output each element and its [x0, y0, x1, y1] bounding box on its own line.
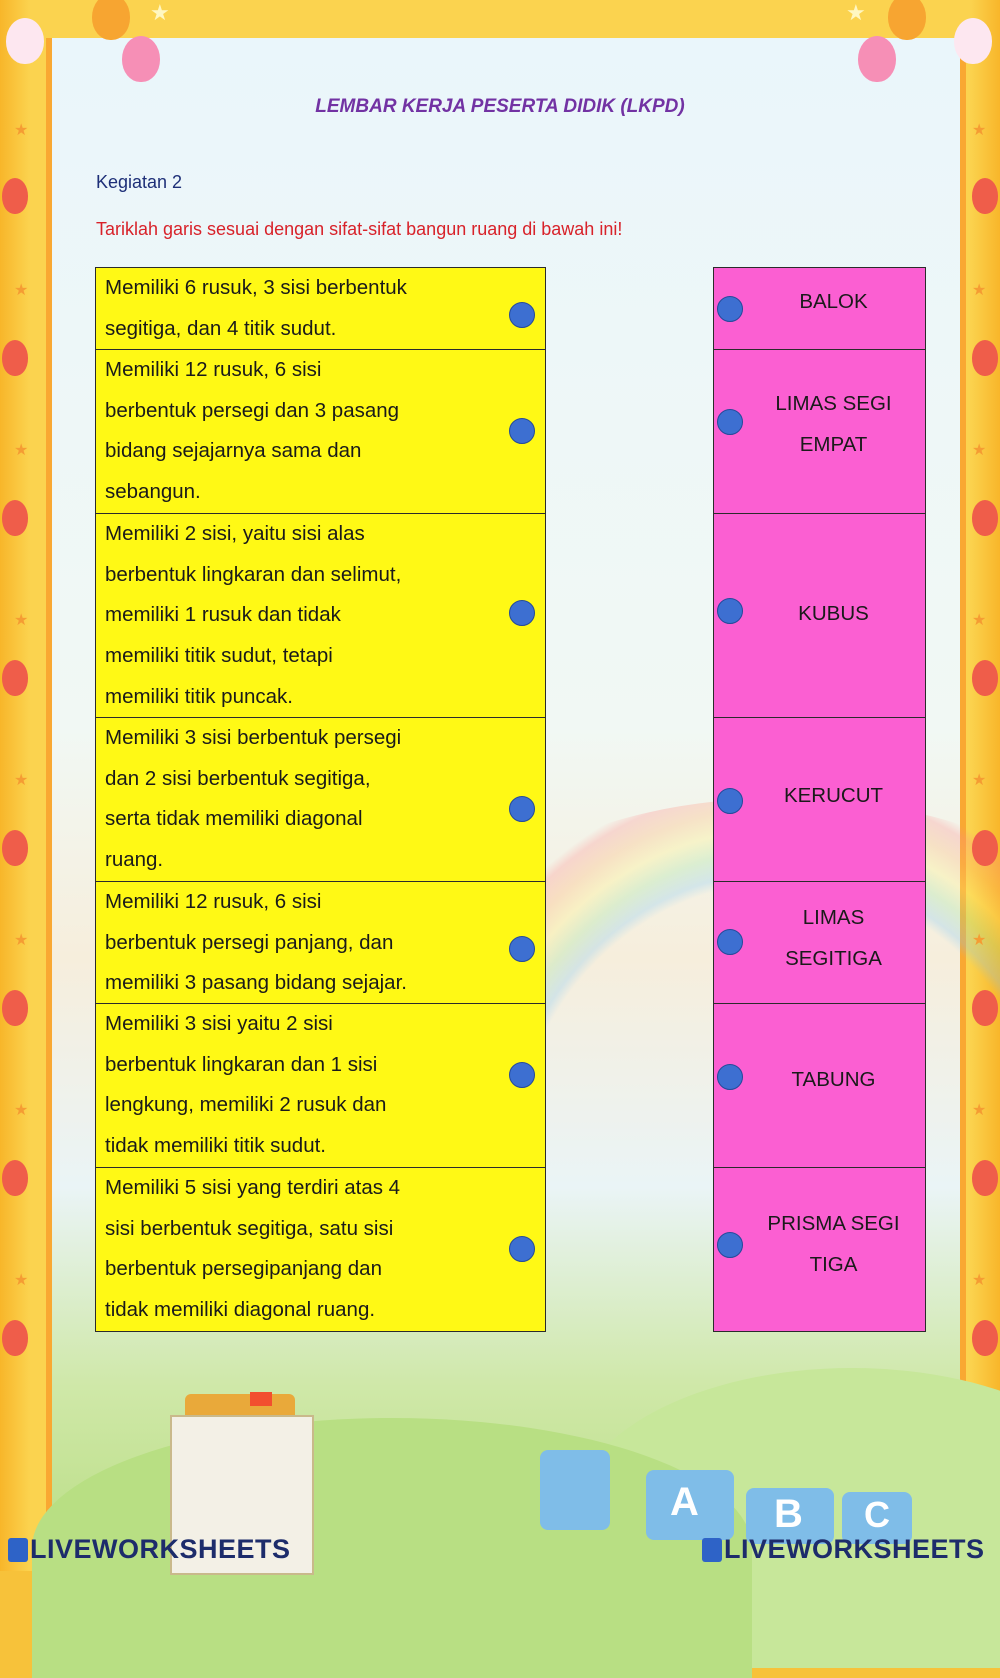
statement-line: Memiliki 3 sisi berbentuk persegi — [105, 726, 402, 749]
shape-cell — [713, 1168, 926, 1332]
statement-line: sisi berbentuk segitiga, satu sisi — [105, 1216, 394, 1240]
balloon-icon — [2, 830, 28, 866]
star-icon: ★ — [972, 932, 987, 949]
statement-text — [105, 1168, 501, 1331]
shape-label-line: EMPAT — [799, 432, 868, 456]
statement-connector-dot[interactable] — [509, 418, 535, 444]
statement-cell — [95, 882, 546, 1004]
statement-line: Memiliki 6 rusuk, 3 sisi berbentuk — [105, 276, 407, 299]
shape-label — [742, 282, 925, 323]
shape-connector-dot[interactable] — [717, 1064, 743, 1090]
train-letter: C — [864, 1494, 890, 1535]
balloon-icon — [954, 18, 992, 64]
star-icon: ★ — [972, 772, 987, 789]
star-icon: ★ — [14, 612, 29, 629]
shape-label — [742, 594, 925, 635]
star-icon: ★ — [150, 0, 170, 25]
statement-cell — [95, 514, 546, 718]
shape-connector-dot[interactable] — [717, 929, 743, 955]
balloon-icon — [2, 178, 28, 214]
star-icon: ★ — [972, 1102, 987, 1119]
balloon-icon — [972, 1160, 998, 1196]
statement-connector-dot[interactable] — [509, 600, 535, 626]
brand-watermark-right: LIVEWORKSHEETS — [724, 1534, 985, 1564]
star-icon: ★ — [846, 0, 866, 25]
statement-line: serta tidak memiliki diagonal — [105, 807, 363, 831]
statement-connector-dot[interactable] — [509, 936, 535, 962]
shape-cell — [713, 1004, 926, 1168]
balloon-icon — [122, 36, 160, 82]
shape-label-line: PRISMA SEGI — [767, 1212, 900, 1235]
star-icon: ★ — [14, 932, 29, 949]
star-icon: ★ — [972, 282, 987, 299]
statements-column — [95, 267, 546, 1332]
balloon-icon — [6, 18, 44, 64]
statement-text — [105, 268, 501, 349]
shape-label — [742, 1060, 925, 1101]
flag-icon — [250, 1392, 272, 1406]
statement-line: berbentuk persegi panjang, dan — [105, 930, 394, 954]
statement-line: berbentuk persegipanjang dan — [105, 1257, 382, 1281]
shape-connector-dot[interactable] — [717, 598, 743, 624]
shape-cell — [713, 267, 926, 350]
statement-line: berbentuk persegi dan 3 pasang — [105, 398, 400, 422]
statement-cell — [95, 350, 546, 514]
balloon-icon — [2, 1320, 28, 1356]
instruction-text: Tariklah garis sesuai dengan sifat-sifat bangun ruang di bawah ini! — [96, 219, 623, 239]
statement-text — [105, 350, 501, 513]
balloon-icon — [972, 340, 998, 376]
statement-cell — [95, 267, 546, 350]
activity-label: Kegiatan 2 — [96, 172, 183, 192]
shape-label-line: LIMAS — [802, 906, 865, 929]
statement-line: bidang sejajarnya sama dan — [105, 439, 362, 463]
shape-cell — [713, 882, 926, 1004]
train-car-illustration — [540, 1450, 610, 1530]
shape-label — [742, 776, 925, 817]
star-icon: ★ — [14, 1272, 29, 1289]
balloon-icon — [972, 990, 998, 1026]
statement-line: lengkung, memiliki 2 rusuk dan — [105, 1093, 387, 1117]
statement-cell — [95, 718, 546, 882]
shape-label-line: BALOK — [799, 290, 868, 313]
star-icon: ★ — [972, 612, 987, 629]
shape-label-line: SEGITIGA — [785, 946, 882, 970]
train-letter: B — [774, 1492, 803, 1536]
train-car-illustration — [646, 1470, 734, 1540]
statement-line: memiliki 3 pasang bidang sejajar. — [105, 971, 407, 995]
balloon-icon — [972, 178, 998, 214]
statement-line: tidak memiliki diagonal ruang. — [105, 1298, 376, 1322]
statement-line: ruang. — [105, 848, 164, 872]
statement-line: dan 2 sisi berbentuk segitiga, — [105, 766, 371, 790]
shape-label-line: KERUCUT — [783, 784, 884, 807]
shape-label-line: LIMAS SEGI — [775, 392, 892, 415]
statement-line: berbentuk lingkaran dan selimut, — [105, 562, 402, 586]
star-icon: ★ — [972, 1272, 987, 1289]
statement-text — [105, 882, 501, 1004]
balloon-icon — [2, 660, 28, 696]
statement-line: sebangun. — [105, 480, 201, 504]
statement-line: memiliki titik puncak. — [105, 684, 293, 708]
statement-connector-dot[interactable] — [509, 796, 535, 822]
balloon-icon — [858, 36, 896, 82]
statement-line: berbentuk lingkaran dan 1 sisi — [105, 1052, 378, 1076]
statement-cell — [95, 1168, 546, 1332]
brand-watermark-left: LIVEWORKSHEETS — [30, 1534, 291, 1564]
statement-line: Memiliki 2 sisi, yaitu sisi alas — [105, 522, 365, 545]
statement-text — [105, 718, 501, 881]
statement-line: memiliki titik sudut, tetapi — [105, 644, 333, 668]
statement-connector-dot[interactable] — [509, 302, 535, 328]
page-title: LEMBAR KERJA PESERTA DIDIK (LKPD) — [315, 96, 685, 117]
balloon-icon — [2, 1160, 28, 1196]
balloon-icon — [2, 990, 28, 1026]
statement-text — [105, 1004, 501, 1167]
shape-connector-dot[interactable] — [717, 409, 743, 435]
star-icon: ★ — [14, 772, 29, 789]
statement-line: Memiliki 3 sisi yaitu 2 sisi — [105, 1012, 333, 1035]
statement-connector-dot[interactable] — [509, 1062, 535, 1088]
shape-label-line: TIGA — [809, 1252, 858, 1276]
star-icon: ★ — [14, 442, 29, 459]
shape-cell — [713, 350, 926, 514]
shape-label-line: KUBUS — [798, 602, 869, 625]
statement-line: memiliki 1 rusuk dan tidak — [105, 603, 341, 627]
balloon-icon — [972, 660, 998, 696]
statement-line: segitiga, dan 4 titik sudut. — [105, 316, 337, 340]
statement-cell — [95, 1004, 546, 1168]
star-icon: ★ — [972, 442, 987, 459]
shapes-column — [713, 267, 926, 1332]
statement-connector-dot[interactable] — [509, 1236, 535, 1262]
shape-label — [742, 898, 925, 979]
star-icon: ★ — [14, 122, 29, 139]
train-letter: A — [670, 1480, 699, 1524]
statement-text — [105, 514, 501, 718]
statement-line: tidak memiliki titik sudut. — [105, 1134, 327, 1158]
liveworksheets-logo-icon — [702, 1538, 722, 1562]
balloon-icon — [972, 830, 998, 866]
balloon-icon — [2, 340, 28, 376]
statement-line: Memiliki 5 sisi yang terdiri atas 4 — [105, 1176, 401, 1199]
balloon-icon — [972, 500, 998, 536]
shape-cell — [713, 718, 926, 882]
liveworksheets-logo-icon — [8, 1538, 28, 1562]
shape-cell — [713, 514, 926, 718]
balloon-icon — [2, 500, 28, 536]
shape-connector-dot[interactable] — [717, 1232, 743, 1258]
shape-label — [742, 384, 925, 465]
shape-label-line: TABUNG — [791, 1068, 876, 1091]
statement-line: Memiliki 12 rusuk, 6 sisi — [105, 890, 322, 913]
shape-connector-dot[interactable] — [717, 788, 743, 814]
balloon-icon — [972, 1320, 998, 1356]
shape-label — [742, 1204, 925, 1285]
star-icon: ★ — [14, 1102, 29, 1119]
star-icon: ★ — [972, 122, 987, 139]
star-icon: ★ — [14, 282, 29, 299]
shape-connector-dot[interactable] — [717, 296, 743, 322]
statement-line: Memiliki 12 rusuk, 6 sisi — [105, 358, 322, 381]
